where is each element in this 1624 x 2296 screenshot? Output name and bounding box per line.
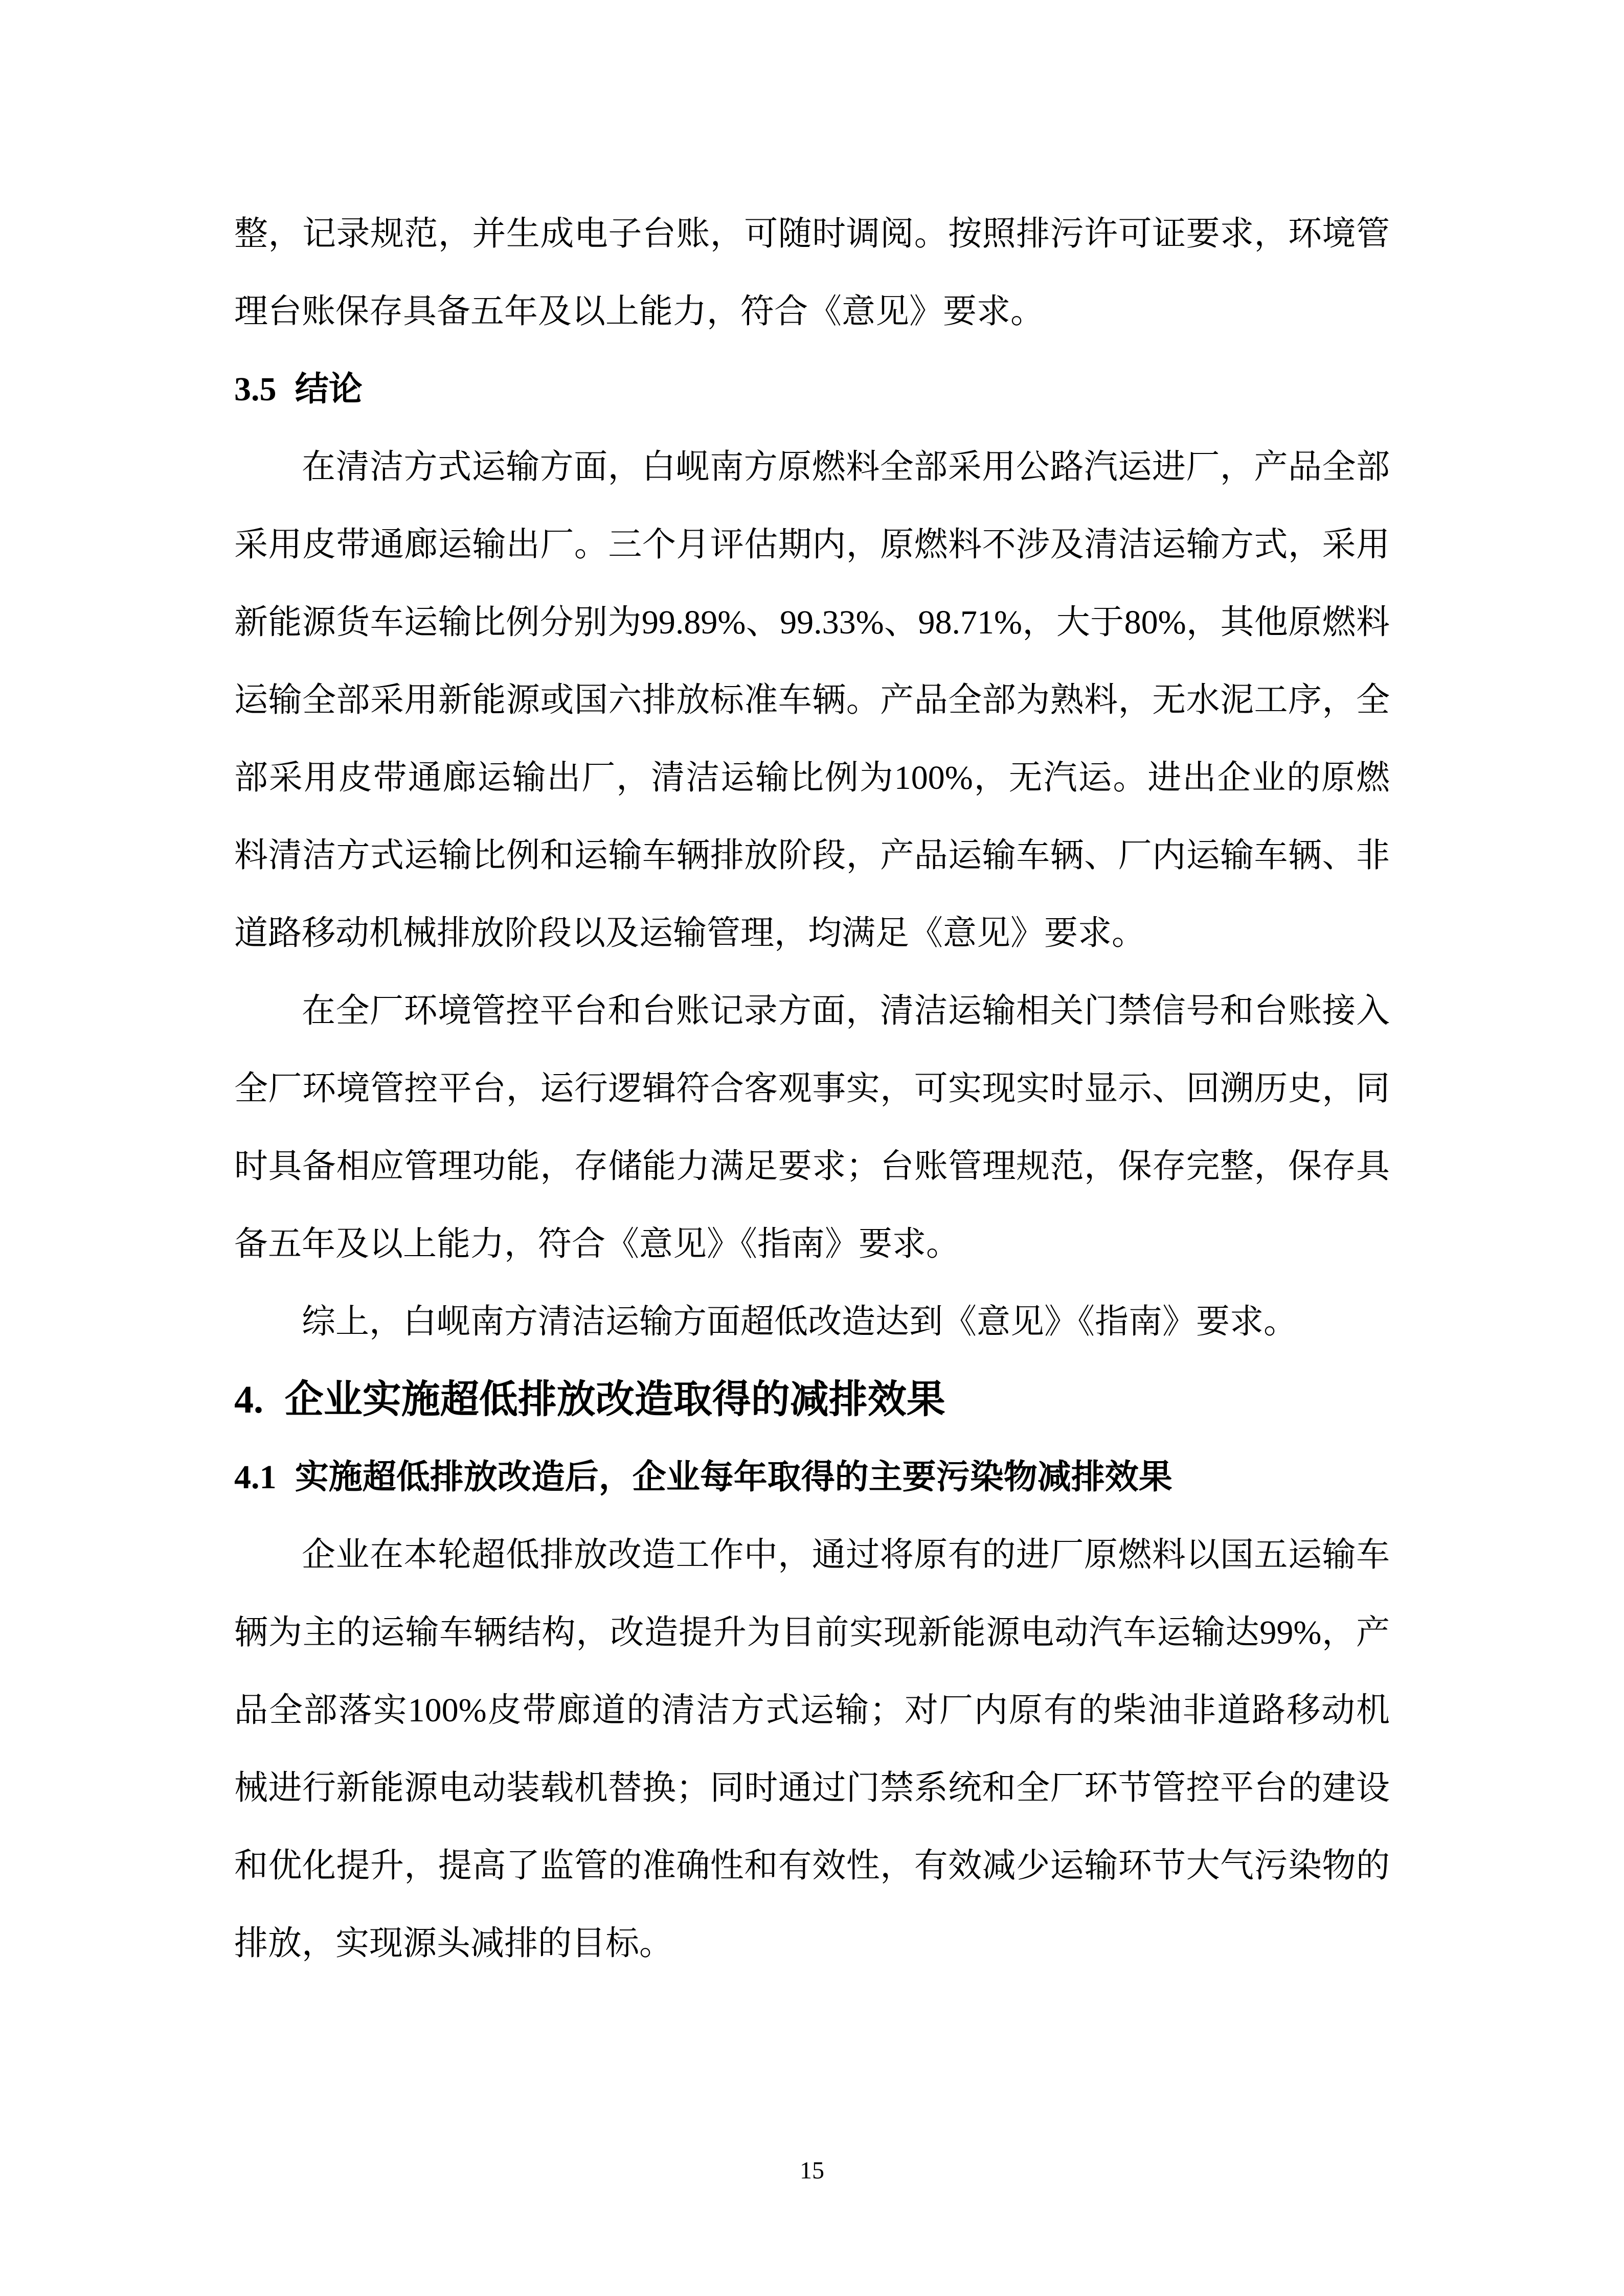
subsection-heading-3-5 [234,351,1390,428]
body-paragraph-continuation: 整，记录规范，并生成电子台账，可随时调阅。按照排污许可证要求，环境管理台账保存具备五年及以上能力，符合《意见》要求。 [234,215,1390,330]
subsection-heading-4-1 [234,1439,1390,1516]
body-paragraph-platform-ledger: 在全厂环境管控平台和台账记录方面，清洁运输相关门禁信号和台账接入全厂环境管控平台，运行逻辑符合客观事实，可实现实时显示、回溯历史，同时具备相应管理功能，存储能力满足要求；台账管理规范，保存完整，保存具备五年及以上能力，符合《意见》《指南》要求。 [234,992,1390,1263]
page-number: 15 [800,2157,824,2184]
body-paragraph-reduction-effect: 企业在本轮超低排放改造工作中，通过将原有的进厂原燃料以国五运输车辆为主的运输车辆结构，改造提升为目前实现新能源电动汽车运输达99%，产品全部落实100%皮带廊道的清洁方式运输；对厂内原有的柴油非道路移动机械进行新能源电动装载机替换；同时通过门禁系统和全厂环节管控平台的建设和优化提升，提高了监管的准确性和有效性，有效减少运输环节大气污染物的排放，实现源头减排的目标。 [234,1536,1390,1962]
subsection-heading-title: 实施超低排放改造后，企业每年取得的主要污染物减排效果 [295,1459,1172,1496]
section-heading-number: 4. [234,1378,263,1421]
section-heading-title: 企业实施超低排放改造取得的减排效果 [284,1378,945,1421]
subsection-heading-number: 4.1 [234,1459,277,1496]
subsection-heading-number: 3.5 [234,371,277,408]
subsection-heading-title: 结论 [295,371,363,408]
section-heading-4 [234,1361,1390,1439]
body-paragraph-summary: 综上，白岘南方清洁运输方面超低改造达到《意见》《指南》要求。 [302,1303,1297,1340]
document-body [234,195,1390,1983]
body-paragraph-clean-transport: 在清洁方式运输方面，白岘南方原燃料全部采用公路汽运进厂，产品全部采用皮带通廊运输出厂。三个月评估期内，原燃料不涉及清洁运输方式，采用新能源货车运输比例分别为99.89%、99.33%、98.71%，大于80%，其他原燃料运输全部采用新能源或国六排放标准车辆。产品全部为熟料，无水泥工序，全部采用皮带通廊运输出厂，清洁运输比例为100%，无汽运。进出企业的原燃料清洁方式运输比例和运输车辆排放阶段，产品运输车辆、厂内运输车辆、非道路移动机械排放阶段以及运输管理，均满足《意见》要求。 [234,448,1390,952]
